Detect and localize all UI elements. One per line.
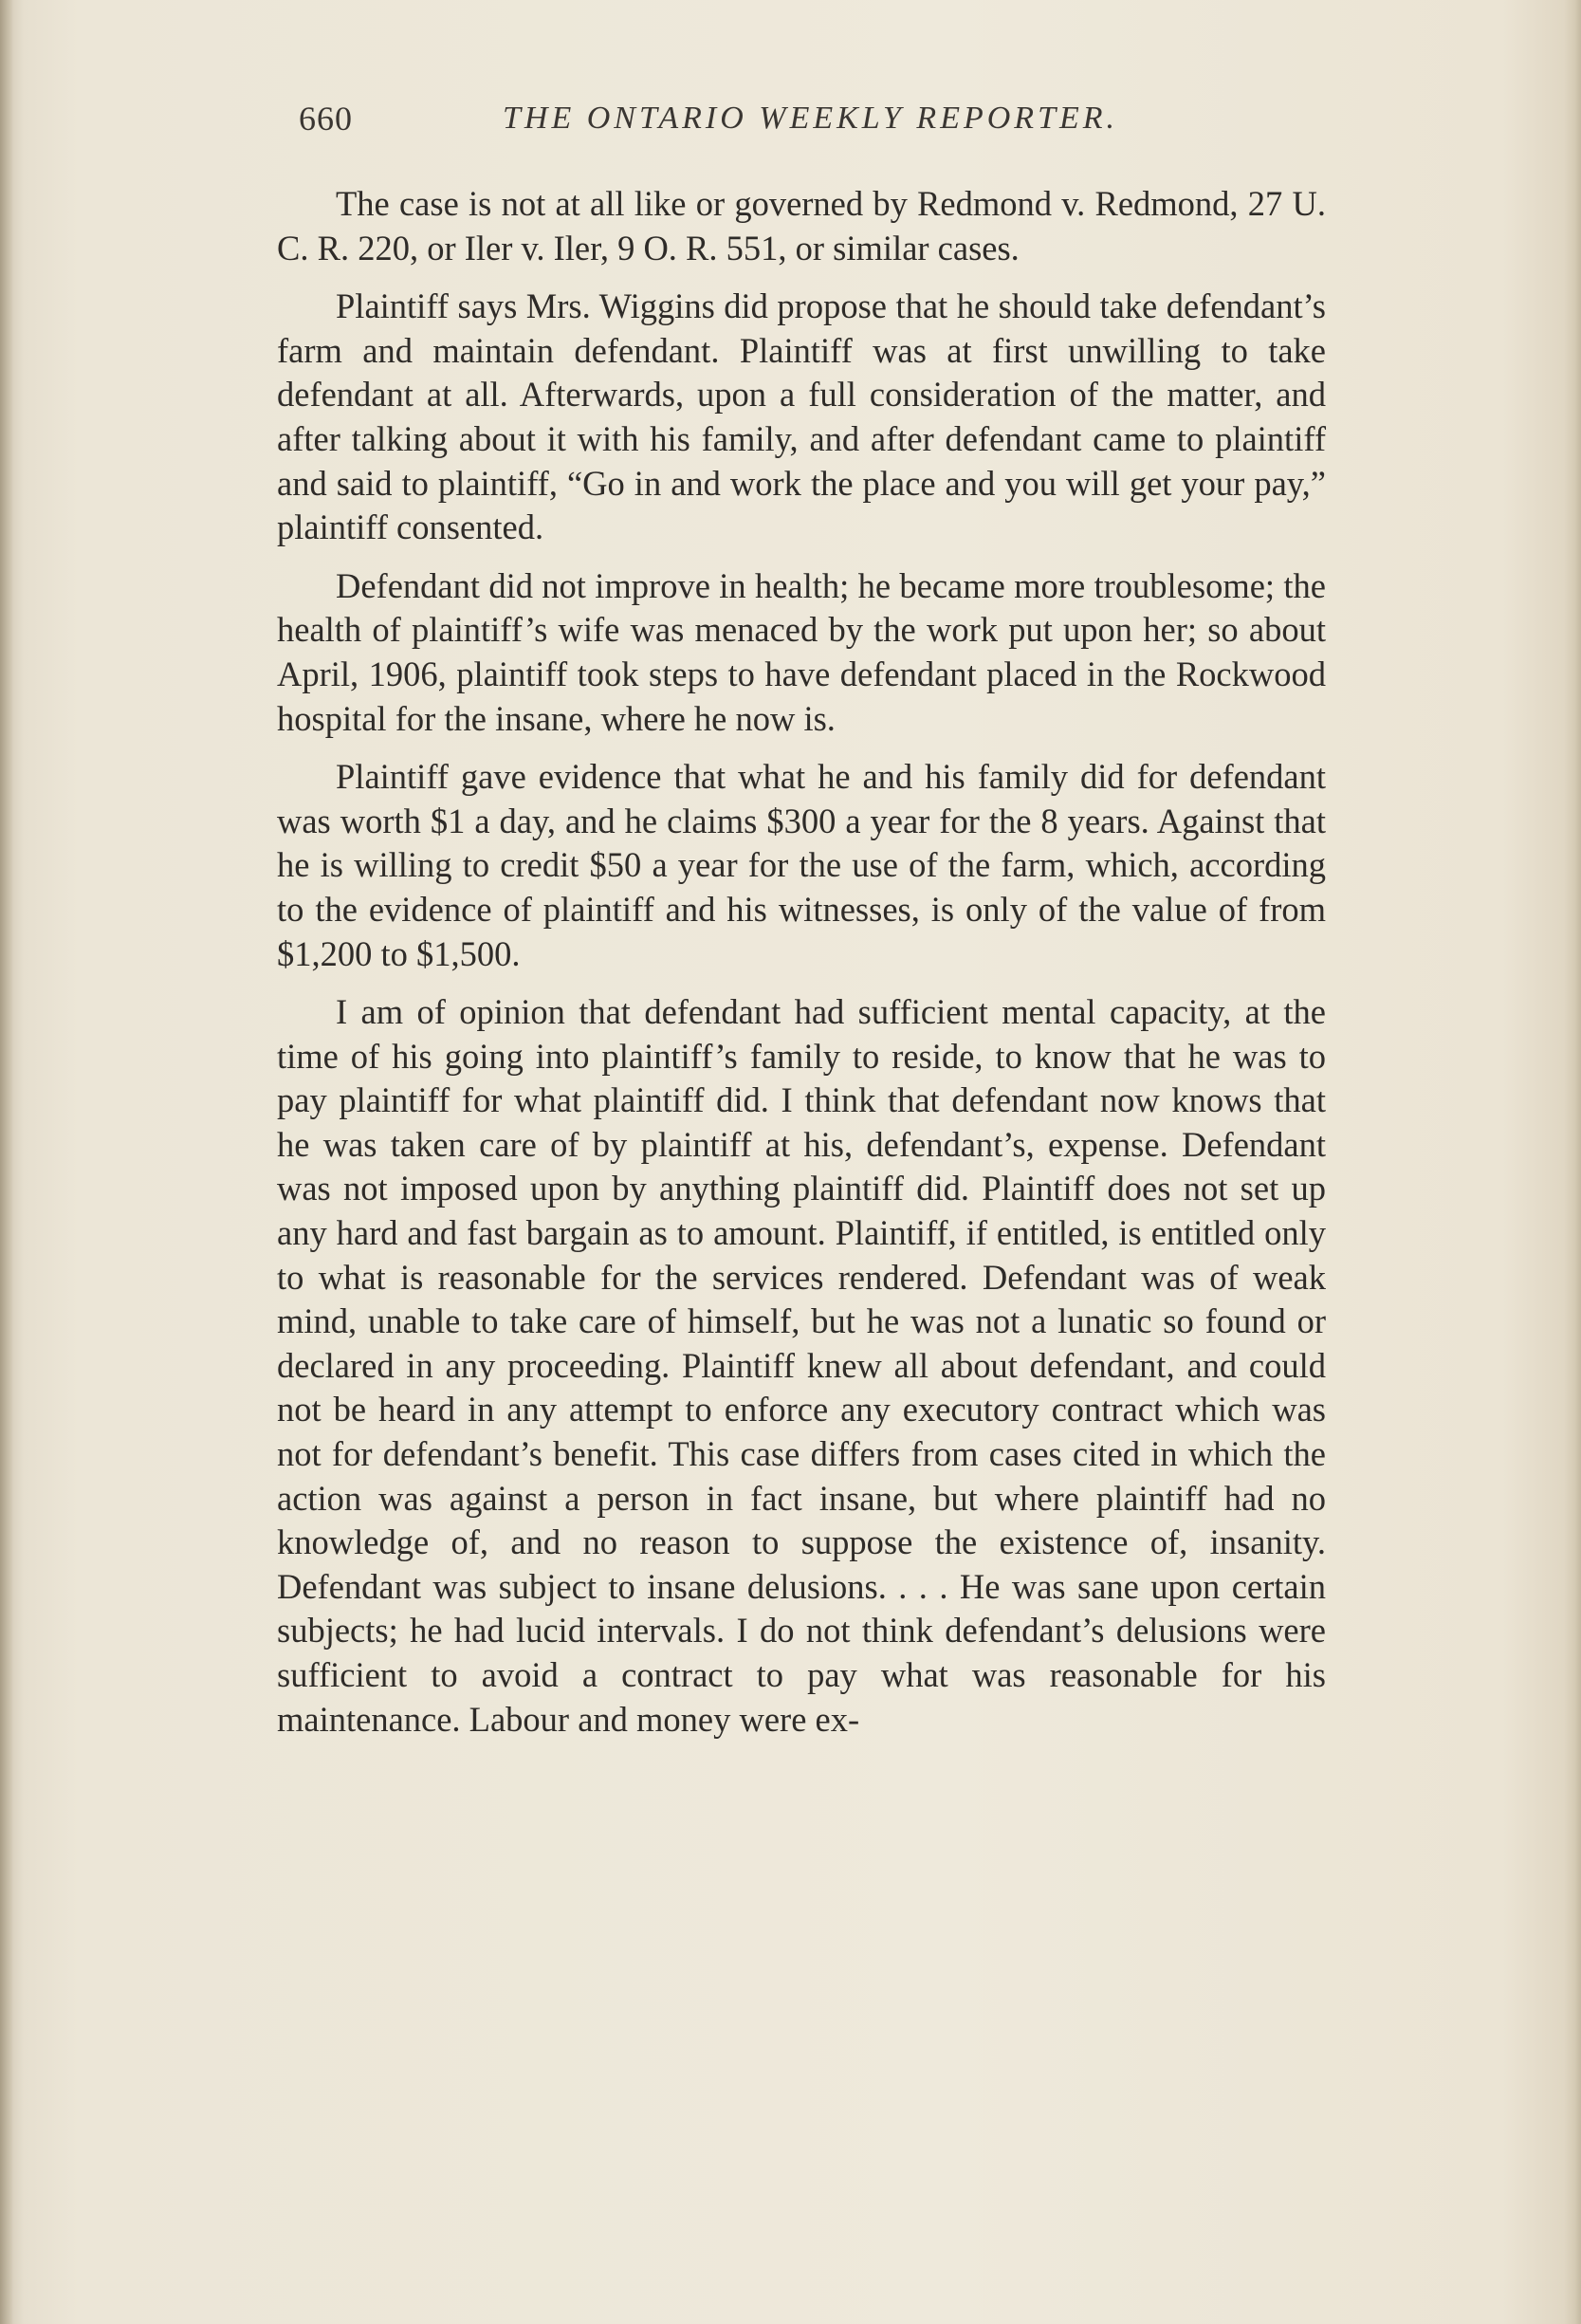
paragraph-2: Plaintiff says Mrs. Wiggins did propose that he should take defendant’s farm and maintain defendant. Plaintiff was at first unwilling to take defendant at all. Afterwards, upon a full consideration of the matter, and after talking about it with his family, and after defendant came to plaintiff and said to plaintiff, “Go in and work the place and you will get your pay,” plaintiff consented.: [277, 286, 1326, 547]
paragraph-3: Defendant did not improve in health; he became more troublesome; the health of plaintiff’s wife was menaced by the work put upon her; so about April, 1906, plaintiff took steps to have defendant placed in the Rockwood hospital for the insane, where he now is.: [277, 565, 1326, 738]
page-number: 660: [299, 100, 353, 138]
running-title: THE ONTARIO WEEKLY REPORTER.: [503, 101, 1119, 136]
page-binding-edge: [0, 0, 13, 2324]
paragraph-5: I am of opinion that defendant had sufficient mental capacity, at the time of his going into plaintiff’s family to reside, to know that he was to pay plaintiff for what plaintiff did. I think that defendant now knows that he was taken care of by plaintiff at his, defendant’s, expense. Defendant was not imposed upon by anything plaintiff did. Plaintiff does not set up any hard and fast bargain as to amount. Plaintiff, if entitled, is entitled only to what is reasonable for the services rendered. Defendant was of weak mind, unable to take care of himself, but he was not a lunatic so found or declared in any proceeding. Plaintiff knew all about defendant, and could not be heard in any attempt to enforce any executory contract which was not for defendant’s benefit. This case differs from cases cited in which the action was against a person in fact insane, but where plaintiff had no knowledge of, and no reason to suppose the existence of, insanity. Defendant was subject to insane delusions. . . . He was sane upon certain subjects; he had lucid intervals. I do not think defendant’s delusions were sufficient to avoid a contract to pay what was reasonable for his maintenance. Labour and money were ex-: [277, 992, 1326, 1739]
body-text: [277, 182, 1326, 1756]
paragraph-1: The case is not at all like or governed by Redmond v. Redmond, 27 U. C. R. 220, or Iler v. Iler, 9 O. R. 551, or similar cases.: [277, 184, 1326, 267]
page-right-edge: [1564, 0, 1581, 2324]
page-header: [299, 99, 1328, 156]
paragraph-4: Plaintiff gave evidence that what he and his family did for defendant was worth $1 a day, and he claims $300 a year for the 8 years. Against that he is willing to credit $50 a year for the use of the farm, which, according to the evidence of plaintiff and his witnesses, is only of the value of from $1,200 to $1,500.: [277, 757, 1326, 973]
